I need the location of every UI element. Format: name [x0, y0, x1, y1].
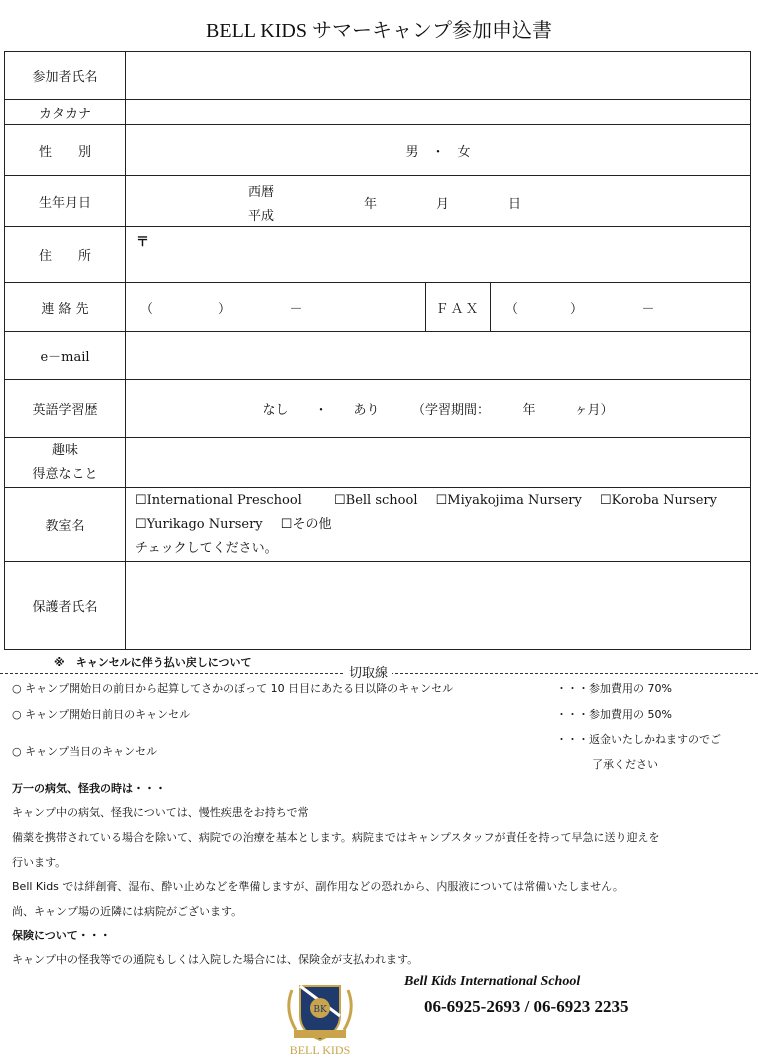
illness-line-3: 行います。: [12, 856, 67, 869]
classroom-option[interactable]: ☐International Preschool: [135, 492, 302, 508]
classroom-option[interactable]: ☐Bell school: [333, 492, 418, 508]
insurance-heading: 保険について・・・: [12, 929, 111, 942]
application-form: [4, 51, 751, 650]
classroom-option[interactable]: ☐Koroba Nursery: [599, 492, 717, 508]
email-field[interactable]: [126, 332, 751, 380]
hobby-label: [5, 438, 126, 488]
bell-kids-logo: [278, 980, 362, 1058]
birthdate-label: 生年月日: [5, 176, 126, 227]
cancel-note-heading: ※ キャンセルに伴う払い戻しについて: [50, 654, 255, 670]
illness-line-2: 備薬を携帯されている場合を除いて、病院での治療を基本とします。病院まではキャンプスタッフが責任を持って早急に送り迎えを: [12, 831, 660, 844]
name-field[interactable]: [126, 52, 751, 100]
kana-label: カタカナ: [5, 100, 126, 125]
policy-fee-3b: 了承ください: [592, 758, 658, 771]
postal-mark: 〒: [136, 235, 150, 250]
classroom-row-1: [135, 489, 750, 513]
contact-label: 連 絡 先: [5, 283, 126, 332]
year-label: 年: [364, 197, 378, 212]
birthdate-field[interactable]: [126, 176, 751, 227]
guardian-label: 保護者氏名: [5, 562, 126, 650]
cut-line-label: 切取線: [345, 662, 392, 681]
address-field[interactable]: [126, 227, 751, 283]
insurance-line-1: キャンプ中の怪我等での通院もしくは入院した場合には、保険金が支払われます。: [12, 953, 419, 966]
era-seireki: 西暦: [248, 185, 275, 200]
illness-line-5: 尚、キャンプ場の近隣には病院がございます。: [12, 905, 243, 918]
fax-label: ＦＡＸ: [425, 283, 491, 331]
english-label: 英語学習歴: [5, 380, 126, 438]
logo-monogram: BK: [313, 1005, 327, 1015]
policy-item-2: ○ キャンプ開始日前日のキャンセル: [12, 708, 191, 721]
contact-field[interactable]: [126, 283, 751, 332]
school-phone: 06-6925-2693 / 06-6923 2235: [424, 997, 629, 1016]
month-label: 月: [436, 197, 450, 212]
logo-text: BELL KIDS: [289, 1043, 351, 1057]
gender-label: 性 別: [5, 125, 126, 176]
policy-fee-1: ・・・参加費用の 70%: [556, 682, 672, 695]
classroom-option[interactable]: ☐その他: [280, 516, 332, 532]
gender-field[interactable]: 男 ・ 女: [126, 125, 751, 176]
classroom-field: [126, 488, 751, 562]
policy-item-1: ○ キャンプ開始日の前日から起算してさかのぼって 10 日目にあたる日以降のキャンセル: [12, 682, 454, 695]
policy-fee-2: ・・・参加費用の 50%: [556, 708, 672, 721]
fax-field[interactable]: （ ） －: [505, 301, 655, 317]
illness-line-1: キャンプ中の病気、怪我については、慢性疾患をお持ちで常: [12, 806, 309, 819]
name-label: 参加者氏名: [5, 52, 126, 100]
classroom-option[interactable]: ☐Yurikago Nursery: [135, 516, 263, 532]
hobby-label-1: 趣味: [51, 442, 78, 458]
illness-heading: 万一の病気、怪我の時は・・・: [12, 782, 166, 795]
hobby-field[interactable]: [126, 438, 751, 488]
phone-field[interactable]: （ ） －: [140, 301, 303, 317]
hobby-label-2: 得意なこと: [32, 466, 98, 482]
page-title: BELL KIDS サマーキャンプ参加申込書: [206, 20, 552, 42]
illness-line-4: Bell Kids では絆創膏、湿布、酔い止めなどを準備しますが、副作用などの恐れから、内服液については常備いたしません。: [12, 880, 624, 893]
school-name: Bell Kids International School: [404, 974, 581, 989]
english-field[interactable]: なし ・ あり （学習期間： 年 ヶ月）: [126, 380, 751, 438]
era-heisei: 平成: [248, 209, 275, 224]
address-label: 住 所: [5, 227, 126, 283]
classroom-note: チェックしてください。: [135, 540, 278, 556]
classroom-label: 教室名: [5, 488, 126, 562]
day-label: 日: [508, 197, 522, 212]
classroom-option[interactable]: ☐Miyakojima Nursery: [435, 492, 582, 508]
policy-fee-3: ・・・返金いたしかねますのでご: [556, 733, 721, 746]
guardian-field[interactable]: [126, 562, 751, 650]
classroom-row-2: [135, 513, 750, 537]
email-label: e－mail: [5, 332, 126, 380]
kana-field[interactable]: [126, 100, 751, 125]
policy-item-3: ○ キャンプ当日のキャンセル: [12, 745, 158, 758]
